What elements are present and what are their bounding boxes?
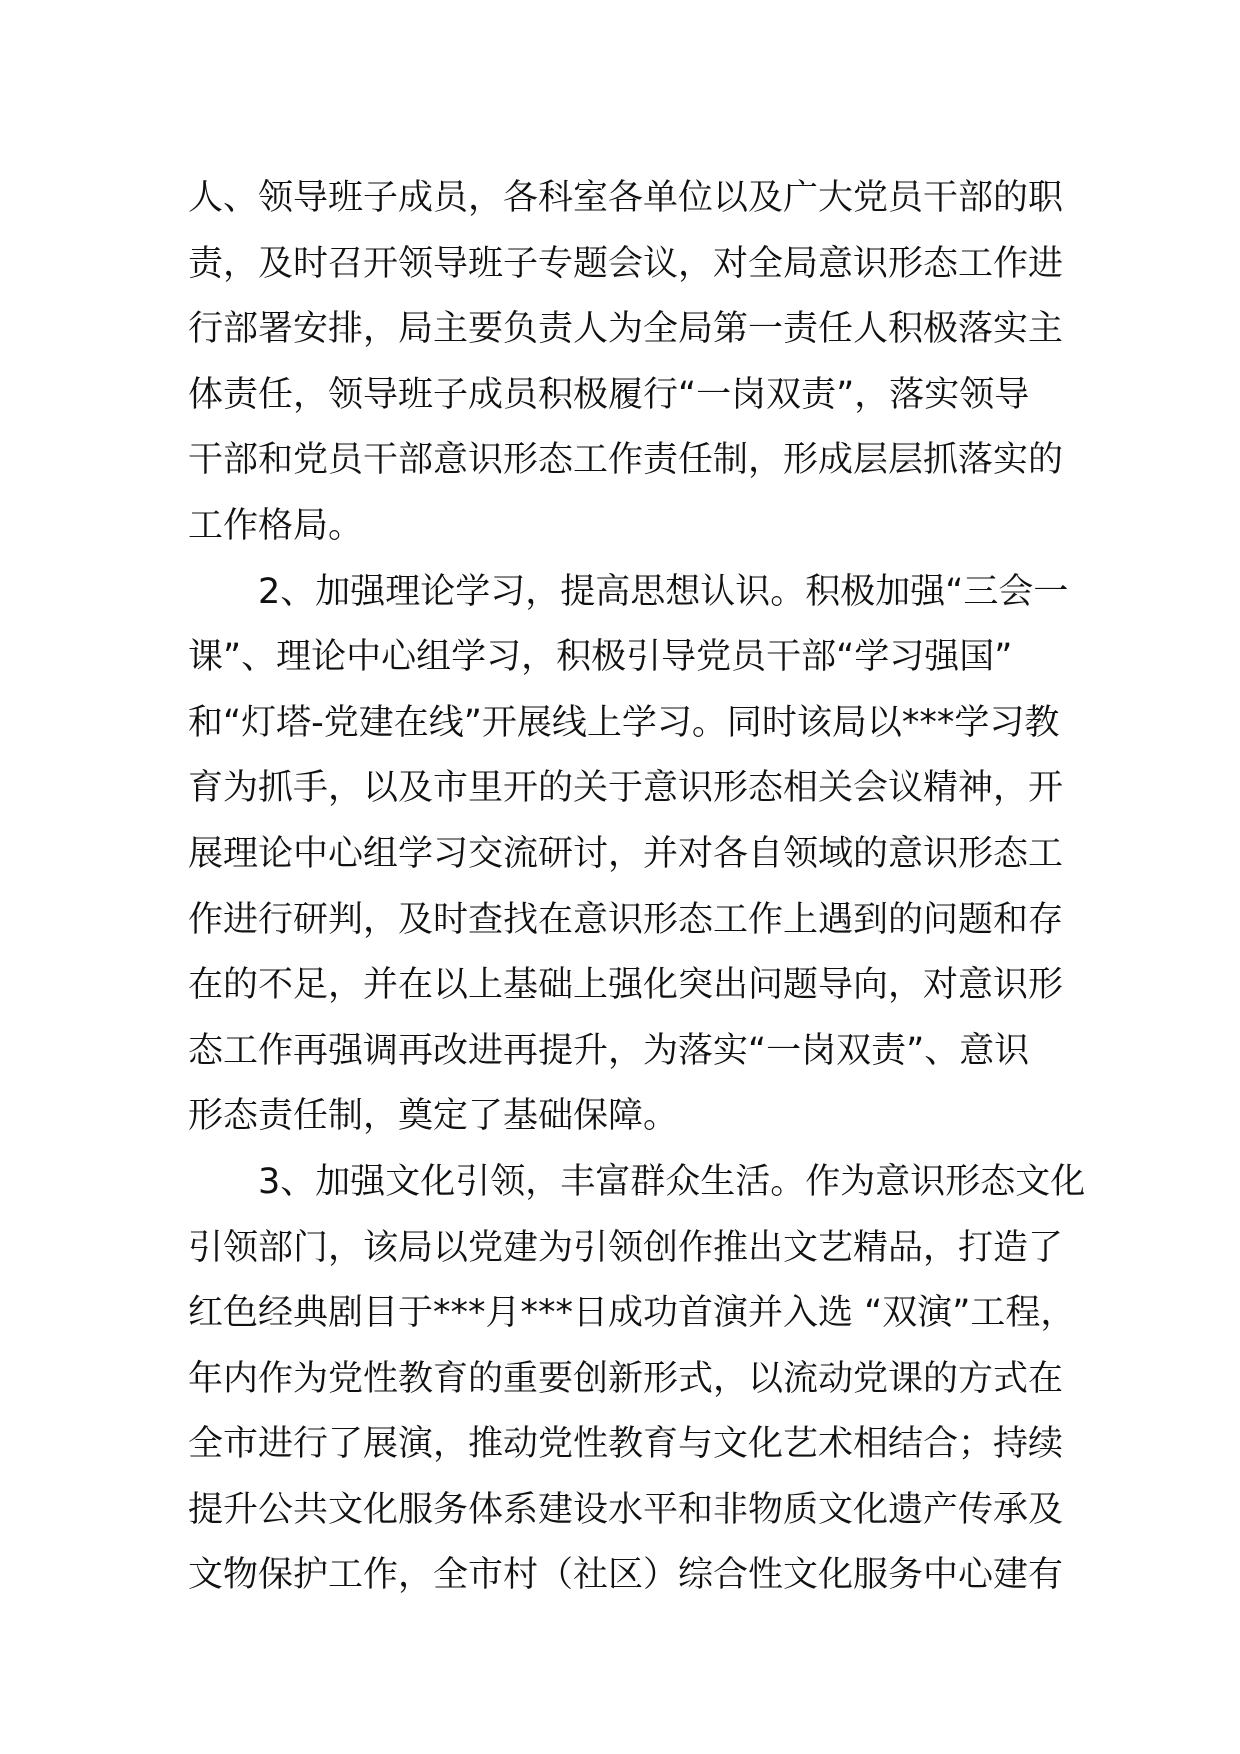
- text-line: 在的不足，并在以上基础上强化突出问题导向，对意识形: [188, 965, 1064, 1006]
- text-line: 全市进行了展演，推动党性教育与文化艺术相结合；持续: [188, 1424, 1064, 1465]
- text-line: 和“灯塔-党建在线”开展线上学习。同时该局以***学习教: [188, 702, 1060, 743]
- text-line: 红色经典剧目于***月***日成功首演并入选 “双演”工程，: [188, 1293, 1076, 1334]
- text-line: 年内作为党性教育的重要创新形式，以流动党课的方式在: [188, 1358, 1064, 1399]
- text-line: 人、领导班子成员，各科室各单位以及广大党员干部的职: [188, 178, 1064, 218]
- text-line: 干部和党员干部意识形态工作责任制，形成层层抓落实的: [188, 440, 1064, 481]
- text-line: 2、加强理论学习，提高思想认识。积极加强“三会一: [258, 571, 1069, 612]
- text-line: 作进行研判，及时查找在意识形态工作上遇到的问题和存: [188, 899, 1064, 940]
- text-line: 形态责任制，奠定了基础保障。: [188, 1096, 679, 1137]
- text-line: 引领部门，该局以党建为引领创作推出文艺精品，打造了: [188, 1227, 1064, 1268]
- text-line: 态工作再强调再改进再提升，为落实“一岗双责”、意识: [188, 1030, 1030, 1071]
- text-line: 提升公共文化服务体系建设水平和非物质文化遗产传承及: [188, 1489, 1064, 1530]
- text-line: 文物保护工作，全市村（社区）综合性文化服务中心建有: [188, 1555, 1064, 1596]
- text-line: 3、加强文化引领，丰富群众生活。作为意识形态文化: [258, 1161, 1086, 1202]
- paragraph-continuation: [188, 166, 1068, 560]
- text-line: 责，及时召开领导班子专题会议，对全局意识形态工作进: [188, 243, 1064, 284]
- body-text: [188, 166, 1086, 1609]
- text-line: 体责任，领导班子成员积极履行“一岗双责”，落实领导: [188, 374, 1030, 415]
- text-line: 展理论中心组学习交流研讨，并对各自领域的意识形态工: [188, 833, 1064, 874]
- text-line: 行部署安排，局主要负责人为全局第一责任人积极落实主: [188, 309, 1064, 350]
- text-line: 工作格局。: [188, 505, 364, 546]
- paragraph-item-3: [188, 1150, 1086, 1609]
- paragraph-item-2: [188, 560, 1068, 1150]
- text-line: 育为抓手，以及市里开的关于意识形态相关会议精神，开: [188, 768, 1064, 809]
- text-line: 课”、理论中心组学习，积极引导党员干部“学习强国”: [188, 637, 1013, 678]
